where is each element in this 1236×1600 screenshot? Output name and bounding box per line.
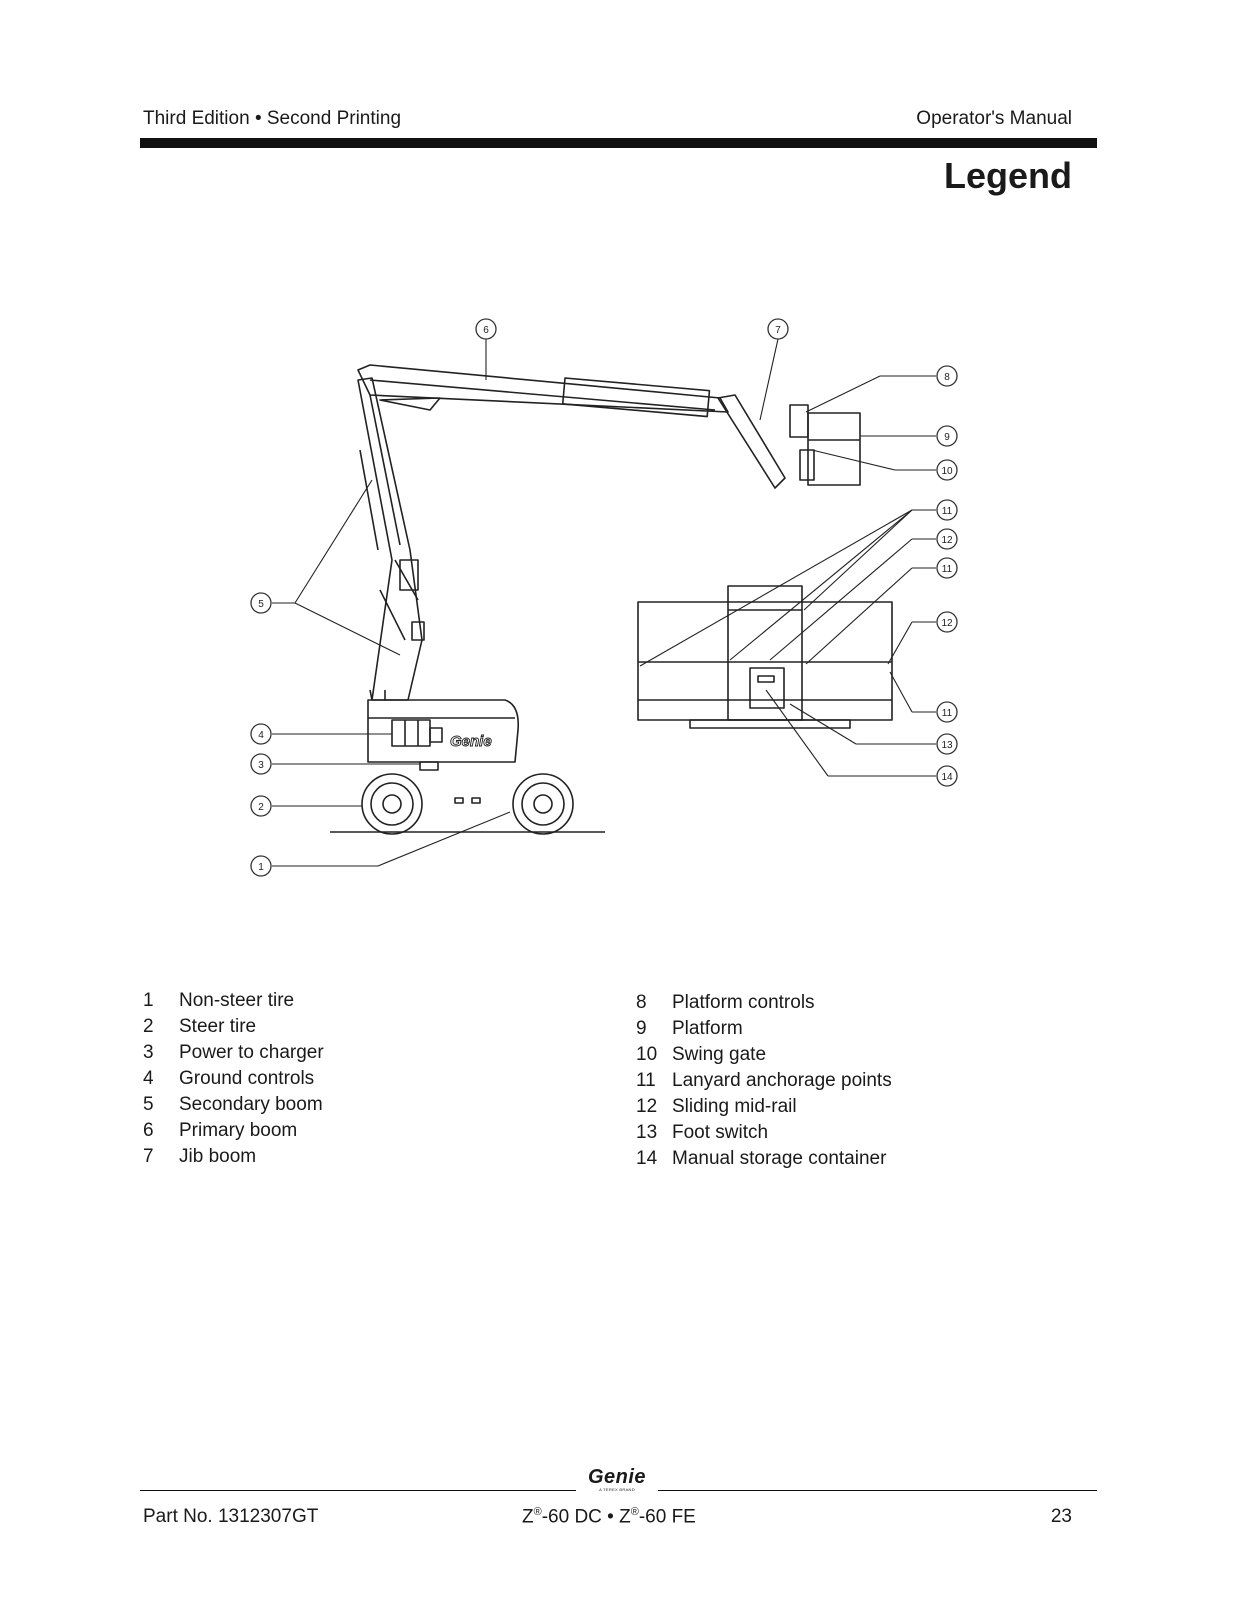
legend-list-right xyxy=(636,990,892,1172)
legend-label: Steer tire xyxy=(179,1016,257,1037)
legend-item xyxy=(636,1042,892,1068)
callout-label-3: 3 xyxy=(258,760,264,771)
legend-label: Non-steer tire xyxy=(179,990,295,1011)
legend-number: 7 xyxy=(143,1146,154,1167)
legend-item xyxy=(636,1094,892,1120)
non-steer-tire xyxy=(513,774,573,834)
charger-port xyxy=(420,762,438,770)
callout-label-10: 10 xyxy=(941,466,953,477)
legend-item xyxy=(636,1146,892,1172)
callout-label-9: 9 xyxy=(944,432,950,443)
legend-item xyxy=(143,1092,324,1118)
legend-label: Platform xyxy=(672,1018,743,1039)
chassis xyxy=(368,700,518,762)
legend-item xyxy=(636,990,892,1016)
footer-rule-left xyxy=(140,1490,576,1491)
legend-label: Swing gate xyxy=(672,1044,767,1065)
legend-label: Jib boom xyxy=(179,1146,257,1167)
footer-logo-brand: Genie xyxy=(587,1466,647,1488)
legend-item xyxy=(143,988,324,1014)
legend-number: 11 xyxy=(636,1070,656,1091)
legend-label: Primary boom xyxy=(179,1120,298,1141)
legend-number: 5 xyxy=(143,1094,154,1115)
callout-label-8: 8 xyxy=(944,372,950,383)
ground-controls-box xyxy=(392,720,430,746)
platform-side xyxy=(808,413,860,485)
legend-label: Power to charger xyxy=(179,1042,324,1063)
chassis-logo: Genie xyxy=(450,733,492,750)
legend-label: Sliding mid-rail xyxy=(672,1096,797,1117)
legend-number: 8 xyxy=(636,992,647,1013)
legend-label: Foot switch xyxy=(672,1122,769,1143)
legend-number: 4 xyxy=(143,1068,154,1089)
footer-logo-tagline: A TEREX BRAND xyxy=(599,1487,635,1492)
legend-number: 3 xyxy=(143,1042,154,1063)
legend-item xyxy=(636,1068,892,1094)
legend-item xyxy=(143,1040,324,1066)
legend-item xyxy=(143,1014,324,1040)
legend-number: 14 xyxy=(636,1148,658,1169)
legend-number: 1 xyxy=(143,990,154,1011)
legend-number: 9 xyxy=(636,1018,647,1039)
callout-label-14: 14 xyxy=(941,772,953,783)
callout-label-12b: 12 xyxy=(941,618,953,629)
secondary-boom xyxy=(358,378,422,700)
callout-label-13: 13 xyxy=(941,740,953,751)
footer-page-number: 23 xyxy=(1050,1506,1072,1527)
footer-logo xyxy=(582,1467,652,1492)
callout-label-11c: 11 xyxy=(941,708,953,719)
legend-list-left xyxy=(143,988,324,1170)
footer-rule-right xyxy=(658,1490,1097,1491)
legend-number: 10 xyxy=(636,1044,658,1065)
primary-boom xyxy=(358,365,728,412)
legend-item xyxy=(636,1120,892,1146)
callout-label-7: 7 xyxy=(775,325,781,336)
legend-label: Ground controls xyxy=(179,1068,315,1089)
legend-number: 12 xyxy=(636,1096,658,1117)
legend-label: Manual storage container xyxy=(672,1148,887,1169)
callout-label-11b: 11 xyxy=(941,564,953,575)
callout-label-4: 4 xyxy=(258,730,264,741)
callout-label-11a: 11 xyxy=(941,506,953,517)
legend-item xyxy=(636,1016,892,1042)
callout-label-2: 2 xyxy=(258,802,264,813)
page-title: Legend xyxy=(943,155,1072,196)
legend-label: Platform controls xyxy=(672,992,815,1013)
legend-number: 2 xyxy=(143,1016,154,1037)
manual-storage-container xyxy=(750,668,784,708)
callout-label-12a: 12 xyxy=(941,535,953,546)
header-edition: Third Edition • Second Printing xyxy=(143,108,402,129)
legend-number: 6 xyxy=(143,1120,154,1141)
legend-item xyxy=(143,1144,324,1170)
header-manual-title: Operator's Manual xyxy=(916,108,1072,129)
footer-part-number: Part No. 1312307GT xyxy=(143,1506,319,1527)
legend-item xyxy=(143,1118,324,1144)
jib-boom xyxy=(718,395,785,488)
steer-tire xyxy=(362,774,422,834)
platform-front xyxy=(638,586,892,728)
legend-label: Secondary boom xyxy=(179,1094,323,1115)
legend-item xyxy=(143,1066,324,1092)
callout-label-6: 6 xyxy=(483,325,489,336)
footer-model: Z®-60 DC • Z®-60 FE xyxy=(522,1506,696,1528)
callout-label-1: 1 xyxy=(258,862,264,873)
legend-number: 13 xyxy=(636,1122,658,1143)
callout-label-5: 5 xyxy=(258,599,264,610)
legend-label: Lanyard anchorage points xyxy=(672,1070,892,1091)
